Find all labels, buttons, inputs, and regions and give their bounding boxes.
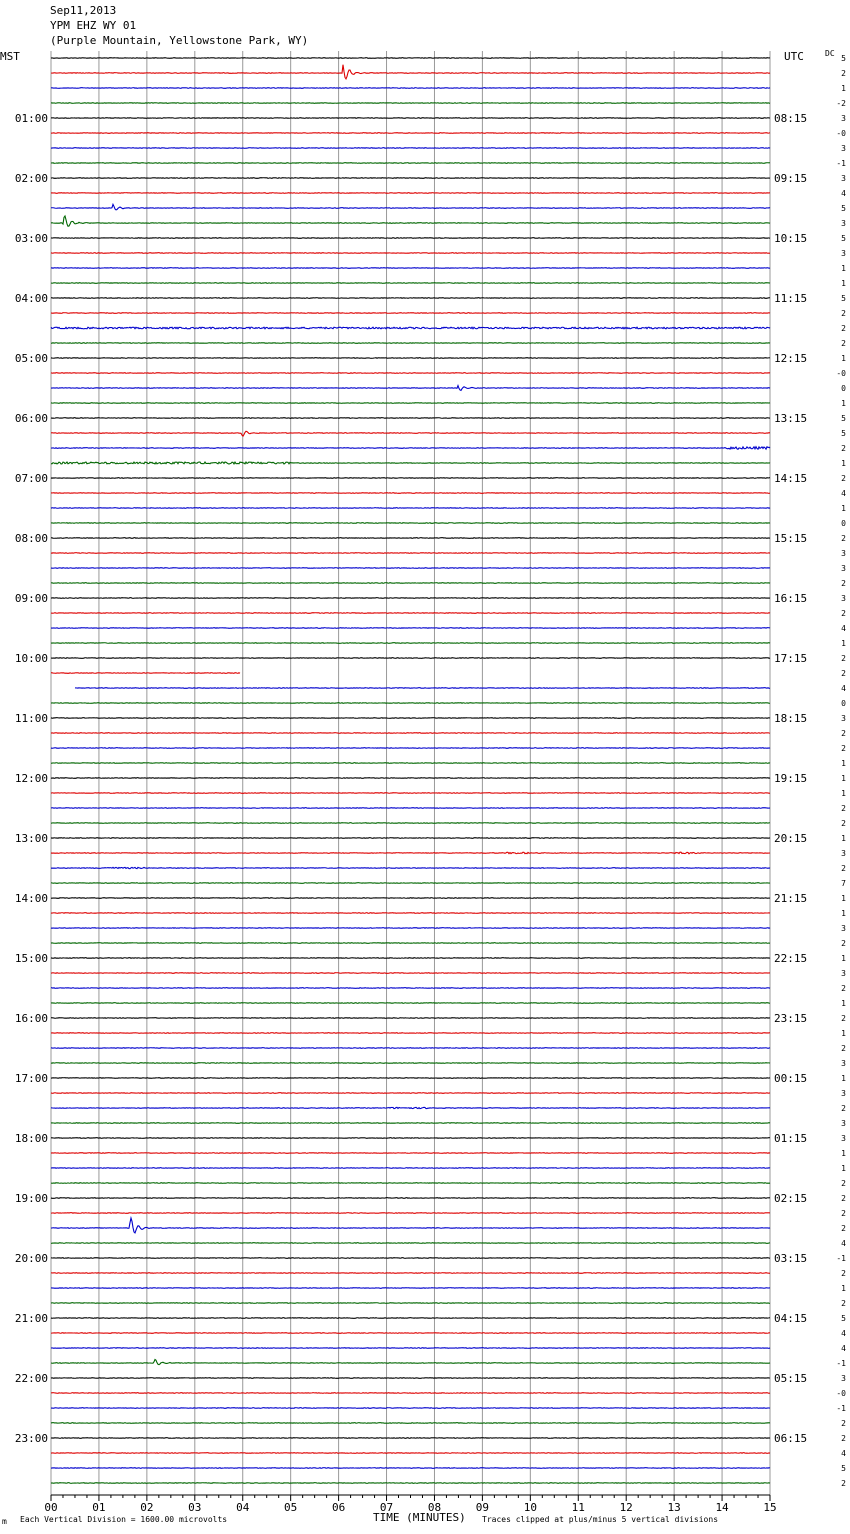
dc-offset-value: -0	[836, 129, 846, 138]
dc-offset-value: 2	[841, 1209, 846, 1218]
trace-18	[51, 327, 770, 329]
trace-69	[51, 1093, 770, 1094]
dc-offset-value: 5	[841, 294, 846, 303]
mst-hour-label: 02:00	[14, 172, 48, 185]
utc-hour-label: 11:15	[774, 292, 808, 305]
x-tick-label: 04	[236, 1501, 250, 1514]
trace-7	[51, 163, 770, 164]
dc-offset-value: 2	[841, 1299, 846, 1308]
mst-hour-label: 16:00	[14, 1012, 48, 1025]
dc-offset-value: 2	[841, 729, 846, 738]
mst-hour-label: 10:00	[14, 652, 48, 665]
trace-66	[51, 1048, 770, 1049]
trace-25	[51, 431, 770, 436]
dc-offset-value: 1	[841, 459, 846, 468]
trace-80	[51, 1258, 770, 1259]
trace-2	[51, 88, 770, 89]
dc-offset-value: -1	[836, 1359, 846, 1368]
x-tick-label: 12	[619, 1501, 633, 1514]
trace-56	[51, 898, 770, 899]
trace-8	[51, 178, 770, 179]
dc-offset-value: 2	[841, 339, 846, 348]
trace-92	[51, 1438, 770, 1439]
dc-offset-value: 2	[841, 1269, 846, 1278]
dc-offset-value: 1	[841, 279, 846, 288]
dc-offset-value: 3	[841, 564, 846, 573]
trace-89	[51, 1393, 770, 1394]
x-tick-label: 03	[188, 1501, 202, 1514]
utc-hour-label: 19:15	[774, 772, 808, 785]
trace-68	[51, 1078, 770, 1079]
mst-hour-label: 09:00	[14, 592, 48, 605]
dc-offset-value: 5	[841, 204, 846, 213]
trace-13	[51, 253, 770, 254]
utc-hour-label: 13:15	[774, 412, 808, 425]
utc-hour-label: 00:15	[774, 1072, 808, 1085]
plot-date: Sep11,2013	[50, 4, 117, 17]
x-tick-label: 05	[284, 1501, 298, 1514]
trace-26	[51, 447, 770, 450]
dc-offset-value: 1	[841, 354, 846, 363]
dc-offset-value: 2	[841, 1104, 846, 1113]
dc-offset-value: -0	[836, 1389, 846, 1398]
trace-87	[51, 1359, 770, 1364]
trace-1	[51, 65, 770, 79]
dc-offset-value: 2	[841, 69, 846, 78]
trace-19	[51, 343, 770, 344]
dc-offset-value: 2	[841, 1479, 846, 1488]
mst-hour-label: 08:00	[14, 532, 48, 545]
trace-29	[51, 493, 770, 494]
dc-offset-value: 2	[841, 819, 846, 828]
mst-hour-label: 15:00	[14, 952, 48, 965]
trace-76	[51, 1198, 770, 1199]
dc-offset-value: 0	[841, 699, 846, 708]
dc-offset-value: 2	[841, 744, 846, 753]
station-id: YPM EHZ WY 01	[50, 19, 137, 32]
dc-offset-value: 5	[841, 414, 846, 423]
trace-64	[51, 1018, 770, 1019]
dc-offset-value: 2	[841, 1194, 846, 1203]
utc-hour-label: 23:15	[774, 1012, 808, 1025]
trace-41	[51, 673, 240, 674]
mst-hour-label: 12:00	[14, 772, 48, 785]
trace-3	[51, 103, 770, 104]
dc-offset-value: -1	[836, 159, 846, 168]
dc-offset-value: 5	[841, 234, 846, 243]
mst-hour-label: 22:00	[14, 1372, 48, 1385]
trace-53	[51, 852, 770, 854]
dc-offset-value: 4	[841, 1239, 846, 1248]
dc-offset-value: 2	[841, 474, 846, 483]
dc-offset-value: 3	[841, 924, 846, 933]
trace-34	[51, 568, 770, 569]
trace-27	[51, 462, 770, 464]
dc-offset-value: 3	[841, 1119, 846, 1128]
dc-offset-value: 3	[841, 219, 846, 228]
dc-offset-value: 4	[841, 489, 846, 498]
dc-offset-value: -0	[836, 369, 846, 378]
trace-94	[51, 1468, 770, 1469]
station-location: (Purple Mountain, Yellowstone Park, WY)	[50, 34, 309, 47]
dc-offset-value: 7	[841, 879, 846, 888]
trace-74	[51, 1168, 770, 1169]
mst-hour-label: 17:00	[14, 1072, 48, 1085]
trace-36	[51, 598, 770, 599]
dc-offset-value: 2	[841, 1179, 846, 1188]
utc-hour-label: 04:15	[774, 1312, 808, 1325]
trace-44	[51, 718, 770, 719]
trace-40	[51, 658, 770, 659]
trace-90	[51, 1408, 770, 1409]
x-tick-label: 14	[715, 1501, 729, 1514]
dc-offset-value: 2	[841, 864, 846, 873]
utc-hour-label: 18:15	[774, 712, 808, 725]
mst-hour-label: 06:00	[14, 412, 48, 425]
trace-51	[51, 823, 770, 824]
trace-73	[51, 1153, 770, 1154]
trace-50	[51, 808, 770, 809]
dc-offset-value: 2	[841, 984, 846, 993]
utc-hour-label: 01:15	[774, 1132, 808, 1145]
dc-offset-value: 1	[841, 639, 846, 648]
dc-offset-value: 0	[841, 384, 846, 393]
trace-84	[51, 1318, 770, 1319]
dc-offset-value: 1	[841, 999, 846, 1008]
utc-hour-label: 12:15	[774, 352, 808, 365]
trace-16	[51, 298, 770, 299]
dc-column-title: DC	[825, 49, 835, 58]
dc-offset-value: 3	[841, 144, 846, 153]
trace-20	[51, 358, 770, 359]
dc-offset-value: 1	[841, 504, 846, 513]
dc-offset-value: 3	[841, 174, 846, 183]
trace-75	[51, 1183, 770, 1184]
trace-24	[51, 418, 770, 419]
trace-22	[51, 386, 770, 391]
dc-offset-value: 2	[841, 444, 846, 453]
trace-79	[51, 1243, 770, 1244]
mst-hour-label: 07:00	[14, 472, 48, 485]
trace-83	[51, 1303, 770, 1304]
trace-46	[51, 748, 770, 749]
dc-offset-value: 2	[841, 939, 846, 948]
dc-offset-value: 1	[841, 399, 846, 408]
dc-offset-value: 4	[841, 1329, 846, 1338]
trace-61	[51, 973, 770, 974]
mst-hour-label: 14:00	[14, 892, 48, 905]
dc-offset-value: 3	[841, 969, 846, 978]
dc-offset-value: 5	[841, 1464, 846, 1473]
mst-hour-label: 04:00	[14, 292, 48, 305]
trace-54	[51, 867, 770, 868]
trace-65	[51, 1033, 770, 1034]
trace-17	[51, 313, 770, 314]
x-tick-label: 02	[140, 1501, 154, 1514]
mst-hour-label: 03:00	[14, 232, 48, 245]
trace-70	[51, 1107, 770, 1108]
dc-offset-value: 2	[841, 804, 846, 813]
dc-offset-value: 1	[841, 954, 846, 963]
x-tick-label: 09	[475, 1501, 490, 1514]
trace-82	[51, 1288, 770, 1289]
trace-37	[51, 613, 770, 614]
mst-hour-label: 18:00	[14, 1132, 48, 1145]
trace-49	[51, 793, 770, 794]
utc-hour-label: 03:15	[774, 1252, 808, 1265]
mst-hour-label: 19:00	[14, 1192, 48, 1205]
trace-45	[51, 733, 770, 734]
trace-12	[51, 238, 770, 239]
mst-hour-label: 01:00	[14, 112, 48, 125]
x-tick-label: 11	[571, 1501, 585, 1514]
dc-offset-value: 3	[841, 594, 846, 603]
trace-43	[51, 703, 770, 704]
trace-77	[51, 1213, 770, 1214]
trace-31	[51, 523, 770, 524]
utc-hour-label: 17:15	[774, 652, 808, 665]
dc-offset-value: 1	[841, 1074, 846, 1083]
dc-offset-value: 1	[841, 1164, 846, 1173]
utc-axis-title: UTC	[784, 50, 804, 63]
utc-hour-label: 15:15	[774, 532, 808, 545]
mst-hour-label: 13:00	[14, 832, 48, 845]
axis-labels	[15, 54, 846, 1514]
trace-60	[51, 958, 770, 959]
utc-hour-label: 06:15	[774, 1432, 808, 1445]
trace-81	[51, 1273, 770, 1274]
trace-58	[51, 928, 770, 929]
dc-offset-value: 3	[841, 849, 846, 858]
trace-85	[51, 1333, 770, 1334]
dc-offset-value: 1	[841, 84, 846, 93]
utc-hour-label: 20:15	[774, 832, 808, 845]
dc-offset-value: 5	[841, 429, 846, 438]
dc-offset-value: 2	[841, 1224, 846, 1233]
dc-offset-value: 4	[841, 189, 846, 198]
dc-offset-value: 2	[841, 1014, 846, 1023]
mst-hour-label: 21:00	[14, 1312, 48, 1325]
x-tick-label: 15	[763, 1501, 777, 1514]
utc-hour-label: 08:15	[774, 112, 808, 125]
dc-offset-value: 2	[841, 654, 846, 663]
mst-hour-label: 05:00	[14, 352, 48, 365]
dc-offset-value: 2	[841, 1044, 846, 1053]
trace-11	[51, 216, 770, 226]
dc-offset-value: 1	[841, 774, 846, 783]
utc-hour-label: 14:15	[774, 472, 808, 485]
utc-hour-label: 05:15	[774, 1372, 808, 1385]
dc-offset-value: 4	[841, 684, 846, 693]
utc-hour-label: 22:15	[774, 952, 808, 965]
dc-offset-value: 1	[841, 894, 846, 903]
trace-86	[51, 1348, 770, 1349]
dc-offset-value: 4	[841, 1449, 846, 1458]
dc-offset-value: 1	[841, 834, 846, 843]
mst-axis-title: MST	[0, 50, 20, 63]
dc-offset-value: 2	[841, 324, 846, 333]
trace-5	[51, 133, 770, 134]
trace-47	[51, 763, 770, 764]
dc-offset-value: 3	[841, 549, 846, 558]
dc-offset-value: -1	[836, 1254, 846, 1263]
seismic-traces	[51, 58, 770, 1484]
dc-offset-value: 1	[841, 1284, 846, 1293]
dc-offset-value: 2	[841, 1419, 846, 1428]
trace-72	[51, 1138, 770, 1139]
trace-21	[51, 373, 770, 374]
dc-offset-value: 1	[841, 1149, 846, 1158]
trace-32	[51, 538, 770, 539]
dc-offset-value: 3	[841, 714, 846, 723]
trace-6	[51, 148, 770, 149]
dc-offset-value: -2	[836, 99, 846, 108]
utc-hour-label: 16:15	[774, 592, 808, 605]
trace-63	[51, 1003, 770, 1004]
dc-offset-value: 3	[841, 249, 846, 258]
x-tick-label: 10	[523, 1501, 537, 1514]
trace-14	[51, 268, 770, 269]
trace-42	[75, 688, 770, 689]
mst-hour-label: 20:00	[14, 1252, 48, 1265]
dc-offset-value: 4	[841, 624, 846, 633]
dc-offset-value: 3	[841, 1059, 846, 1068]
utc-hour-label: 02:15	[774, 1192, 808, 1205]
mst-hour-label: 11:00	[14, 712, 48, 725]
trace-10	[51, 204, 770, 210]
scale-note: Each Vertical Division = 1600.00 microvolts	[20, 1515, 228, 1524]
dc-offset-value: 4	[841, 1344, 846, 1353]
trace-59	[51, 943, 770, 944]
x-tick-label: 01	[92, 1501, 106, 1514]
dc-offset-value: 0	[841, 519, 846, 528]
trace-48	[51, 778, 770, 779]
dc-offset-value: 5	[841, 1314, 846, 1323]
trace-39	[51, 643, 770, 644]
trace-28	[51, 478, 770, 479]
dc-offset-value: -1	[836, 1404, 846, 1413]
trace-30	[51, 508, 770, 509]
trace-23	[51, 403, 770, 404]
dc-offset-value: 3	[841, 1089, 846, 1098]
x-tick-label: 08	[427, 1501, 442, 1514]
trace-55	[51, 883, 770, 884]
dc-offset-value: 1	[841, 759, 846, 768]
x-tick-label: 06	[331, 1501, 346, 1514]
trace-62	[51, 988, 770, 989]
dc-offset-value: 3	[841, 1374, 846, 1383]
utc-hour-label: 09:15	[774, 172, 808, 185]
trace-35	[51, 583, 770, 584]
dc-offset-value: 2	[841, 609, 846, 618]
trace-4	[51, 118, 770, 119]
trace-78	[51, 1218, 770, 1233]
utc-hour-label: 10:15	[774, 232, 808, 245]
trace-93	[51, 1453, 770, 1454]
mst-hour-label: 23:00	[14, 1432, 48, 1445]
corner-mark: m	[2, 1517, 7, 1526]
trace-33	[51, 553, 770, 554]
trace-9	[51, 193, 770, 194]
dc-offset-value: 1	[841, 789, 846, 798]
x-tick-label: 00	[44, 1501, 58, 1514]
x-tick-label: 13	[667, 1501, 681, 1514]
dc-offset-value: 2	[841, 1434, 846, 1443]
trace-0	[51, 58, 770, 59]
dc-offset-value: 2	[841, 669, 846, 678]
trace-67	[51, 1063, 770, 1064]
dc-offset-value: 3	[841, 114, 846, 123]
dc-offset-value: 1	[841, 1029, 846, 1038]
dc-offset-value: 2	[841, 534, 846, 543]
dc-offset-value: 2	[841, 579, 846, 588]
trace-71	[51, 1123, 770, 1124]
trace-52	[51, 838, 770, 839]
trace-38	[51, 628, 770, 629]
clip-note: Traces clipped at plus/minus 5 vertical divisions	[482, 1515, 719, 1524]
x-axis-title: TIME (MINUTES)	[373, 1511, 466, 1524]
trace-15	[51, 283, 770, 284]
x-tick-label: 07	[379, 1501, 394, 1514]
dc-offset-value: 1	[841, 909, 846, 918]
trace-57	[51, 913, 770, 914]
trace-95	[51, 1483, 770, 1484]
trace-91	[51, 1423, 770, 1424]
utc-hour-label: 21:15	[774, 892, 808, 905]
dc-offset-value: 5	[841, 54, 846, 63]
dc-offset-value: 1	[841, 264, 846, 273]
trace-88	[51, 1378, 770, 1379]
dc-offset-value: 3	[841, 1134, 846, 1143]
dc-offset-value: 2	[841, 309, 846, 318]
